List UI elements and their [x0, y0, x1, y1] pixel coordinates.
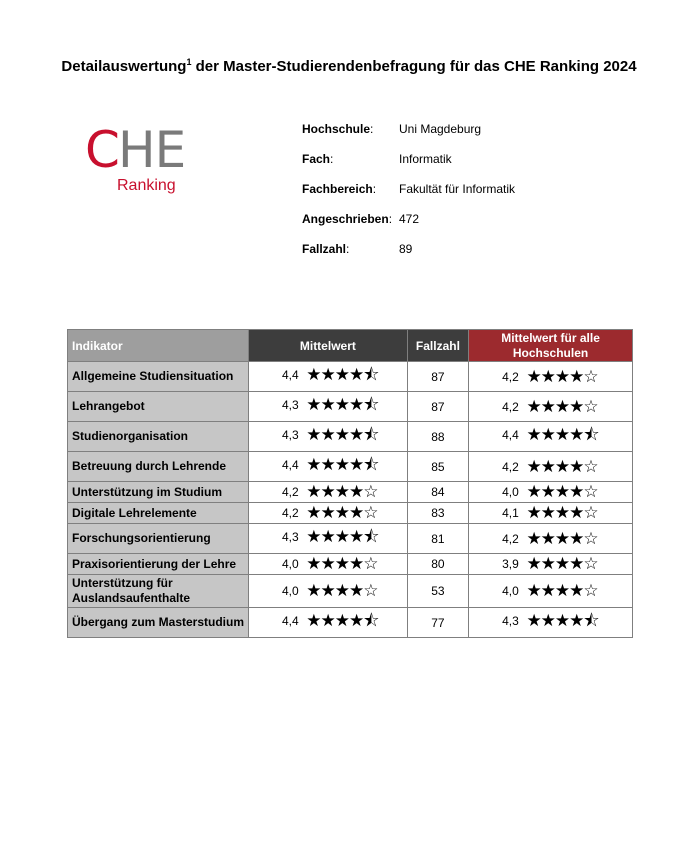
meta-row-hochschule: Hochschule: Uni Magdeburg	[302, 122, 482, 136]
cell-mittelwert-alle	[469, 482, 633, 503]
meta-row-fallzahl: Fallzahl: 89	[302, 242, 413, 256]
cell-indikator: Digitale Lehrelemente	[68, 503, 249, 524]
cell-mittelwert	[248, 362, 407, 392]
header-indikator: Indikator	[68, 330, 249, 362]
cell-indikator: Studienorganisation	[68, 422, 249, 452]
cell-mittelwert-alle	[469, 362, 633, 392]
mittelwert-value: 4,3	[281, 530, 299, 544]
title-rest: der Master-Studierendenbefragung für das CHE Ranking 2024	[191, 58, 637, 75]
mittelwert-value: 4,0	[281, 584, 299, 598]
mittelwert-value: 4,2	[281, 506, 299, 520]
cell-fallzahl: 85	[407, 452, 468, 482]
table-row	[68, 422, 633, 452]
mittelwert-value: 4,4	[281, 458, 299, 472]
meta-label: Fach	[302, 152, 331, 166]
cell-mittelwert	[248, 482, 407, 503]
logo-subtitle: Ranking	[117, 177, 176, 194]
cell-fallzahl: 87	[407, 362, 468, 392]
meta-row-angeschrieben: Angeschrieben: 472	[302, 212, 420, 226]
footnote-marker: 1	[186, 57, 192, 67]
rating-stars-alle: ★★★★☆	[526, 554, 598, 573]
cell-mittelwert	[248, 452, 407, 482]
che-ranking-logo	[85, 121, 205, 205]
logo-letter-c: C	[85, 121, 120, 179]
rating-stars-alle: ★★★★☆	[526, 581, 598, 600]
mittelwert-alle-value: 4,1	[502, 506, 519, 520]
cell-mittelwert-alle	[469, 524, 633, 554]
rating-stars: ★★★★⯪	[306, 365, 379, 384]
meta-value: 472	[399, 212, 420, 226]
page-title	[0, 58, 698, 75]
table-row	[68, 554, 633, 575]
cell-indikator: Allgemeine Studiensituation	[68, 362, 249, 392]
mittelwert-value: 4,0	[281, 557, 299, 571]
meta-label: Fachbereich	[302, 182, 373, 196]
cell-indikator: Lehrangebot	[68, 392, 249, 422]
mittelwert-value: 4,3	[281, 428, 299, 442]
cell-mittelwert-alle	[469, 575, 633, 608]
cell-indikator: Unterstützung für Auslandsaufenthalte	[68, 575, 249, 608]
mittelwert-alle-value: 4,3	[502, 614, 519, 628]
cell-mittelwert	[248, 524, 407, 554]
rating-stars-alle: ★★★★☆	[526, 456, 598, 476]
table-row	[68, 524, 633, 554]
mittelwert-alle-value: 4,2	[502, 369, 519, 384]
cell-indikator: Übergang zum Masterstudium	[68, 608, 249, 638]
meta-value: 89	[399, 242, 413, 256]
cell-indikator: Betreuung durch Lehrende	[68, 452, 249, 482]
mittelwert-value: 4,4	[281, 368, 299, 382]
cell-mittelwert-alle	[469, 608, 633, 638]
meta-label: Angeschrieben	[302, 212, 389, 226]
cell-mittelwert	[248, 422, 407, 452]
meta-label: Fallzahl	[302, 242, 347, 256]
cell-fallzahl: 87	[407, 392, 468, 422]
table-row	[68, 482, 633, 503]
cell-mittelwert-alle	[469, 554, 633, 575]
mittelwert-alle-value: 4,0	[502, 584, 519, 598]
cell-fallzahl: 83	[407, 503, 468, 524]
mittelwert-value: 4,2	[281, 485, 299, 499]
rating-stars: ★★★★⯪	[306, 425, 379, 444]
rating-stars-alle: ★★★★⯪	[526, 611, 599, 630]
meta-row-fachbereich: Fachbereich: Fakultät für Informatik	[302, 182, 516, 196]
table-header-row	[68, 330, 633, 362]
rating-stars: ★★★★⯪	[306, 455, 379, 474]
table-row	[68, 608, 633, 638]
cell-mittelwert-alle	[469, 422, 633, 452]
header-fallzahl: Fallzahl	[407, 330, 468, 362]
cell-fallzahl: 53	[407, 575, 468, 608]
cell-mittelwert	[248, 575, 407, 608]
cell-mittelwert	[248, 503, 407, 524]
mittelwert-alle-value: 4,0	[502, 485, 519, 499]
mittelwert-alle-value: 3,9	[502, 557, 519, 571]
mittelwert-alle-value: 4,2	[502, 399, 519, 414]
mittelwert-alle-value: 4,4	[502, 428, 519, 442]
table-row	[68, 392, 633, 422]
cell-mittelwert-alle	[469, 452, 633, 482]
mittelwert-alle-value: 4,2	[502, 531, 519, 546]
cell-mittelwert	[248, 554, 407, 575]
cell-fallzahl: 88	[407, 422, 468, 452]
meta-info	[302, 122, 515, 272]
rating-stars: ★★★★☆	[306, 482, 378, 501]
cell-fallzahl: 80	[407, 554, 468, 575]
rating-stars-alle: ★★★★☆	[526, 396, 598, 416]
meta-value: Uni Magdeburg	[399, 122, 482, 136]
rating-stars-alle: ★★★★☆	[526, 482, 598, 501]
rating-stars-alle: ★★★★☆	[526, 528, 598, 548]
rating-stars-alle: ★★★★⯪	[526, 425, 599, 444]
cell-mittelwert-alle	[469, 503, 633, 524]
cell-mittelwert-alle	[469, 392, 633, 422]
rating-stars: ★★★★☆	[306, 503, 378, 522]
rating-stars-alle: ★★★★☆	[526, 366, 598, 386]
mittelwert-value: 4,3	[281, 398, 299, 412]
table-row	[68, 362, 633, 392]
rating-stars: ★★★★☆	[306, 581, 378, 600]
cell-indikator: Praxisorientierung der Lehre	[68, 554, 249, 575]
cell-fallzahl: 81	[407, 524, 468, 554]
results-table	[67, 329, 633, 638]
rating-stars-alle: ★★★★☆	[526, 503, 598, 522]
meta-value: Informatik	[399, 152, 452, 166]
table-row	[68, 503, 633, 524]
rating-stars: ★★★★⯪	[306, 395, 379, 414]
meta-value: Fakultät für Informatik	[399, 182, 516, 196]
mittelwert-value: 4,4	[281, 614, 299, 628]
meta-row-fach: Fach: Informatik	[302, 152, 452, 166]
cell-mittelwert	[248, 608, 407, 638]
meta-label: Hochschule	[302, 122, 371, 136]
table-row	[68, 452, 633, 482]
logo-letters-he: HE	[118, 121, 186, 179]
title-text: Detailauswertung	[61, 58, 187, 75]
cell-fallzahl: 84	[407, 482, 468, 503]
cell-fallzahl: 77	[407, 608, 468, 638]
rating-stars: ★★★★⯪	[306, 527, 379, 546]
rating-stars: ★★★★☆	[306, 554, 378, 573]
cell-indikator: Unterstützung im Studium	[68, 482, 249, 503]
mittelwert-alle-value: 4,2	[502, 459, 519, 474]
cell-indikator: Forschungsorientierung	[68, 524, 249, 554]
table-row	[68, 575, 633, 608]
header-mittelwert: Mittelwert	[248, 330, 407, 362]
rating-stars: ★★★★⯪	[306, 611, 379, 630]
header-mittelwert-alle: Mittelwert für alle Hochschulen	[469, 330, 633, 362]
cell-mittelwert	[248, 392, 407, 422]
